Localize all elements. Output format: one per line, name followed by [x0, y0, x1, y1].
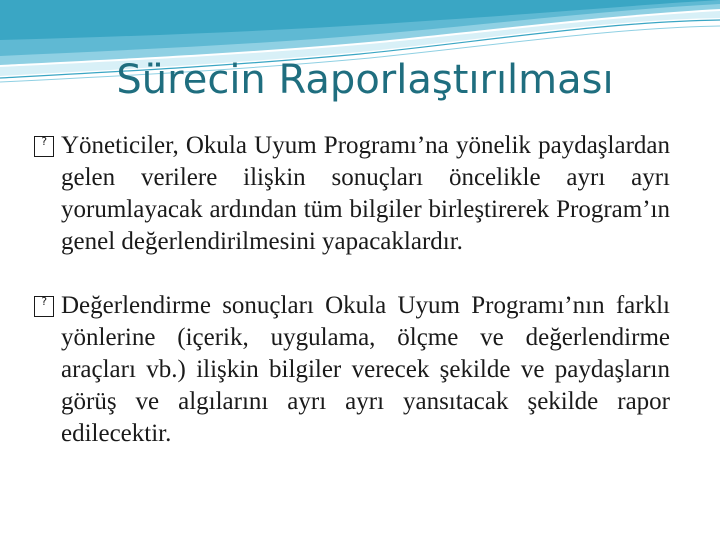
bullet-box-icon: ? [34, 296, 54, 317]
bullet-item [34, 290, 670, 450]
bullet-box-icon: ? [34, 136, 54, 157]
bullet-item [34, 130, 670, 258]
bullet-text: Değerlendirme sonuçları Okula Uyum Programı’nın farklı yönlerine (içerik, uygulama, ölçme ve değerlendirme araçları vb.) ilişkin bilgiler verecek şekilde ve paydaşların görüş ve algılarını ayrı ayrı yansıtacak şekilde rapor edilecektir. [61, 292, 670, 447]
bullet-list [34, 130, 670, 450]
slide-title: Sürecin Raporlaştırılması [116, 57, 614, 103]
bullet-text: Yöneticiler, Okula Uyum Programı’na yönelik paydaşlardan gelen verilere ilişkin sonuçları öncelikle ayrı ayrı yorumlayacak ardından tüm bilgiler birleştirerek Program’ın genel değerlendirilmesini yapacaklardır. [61, 132, 670, 255]
